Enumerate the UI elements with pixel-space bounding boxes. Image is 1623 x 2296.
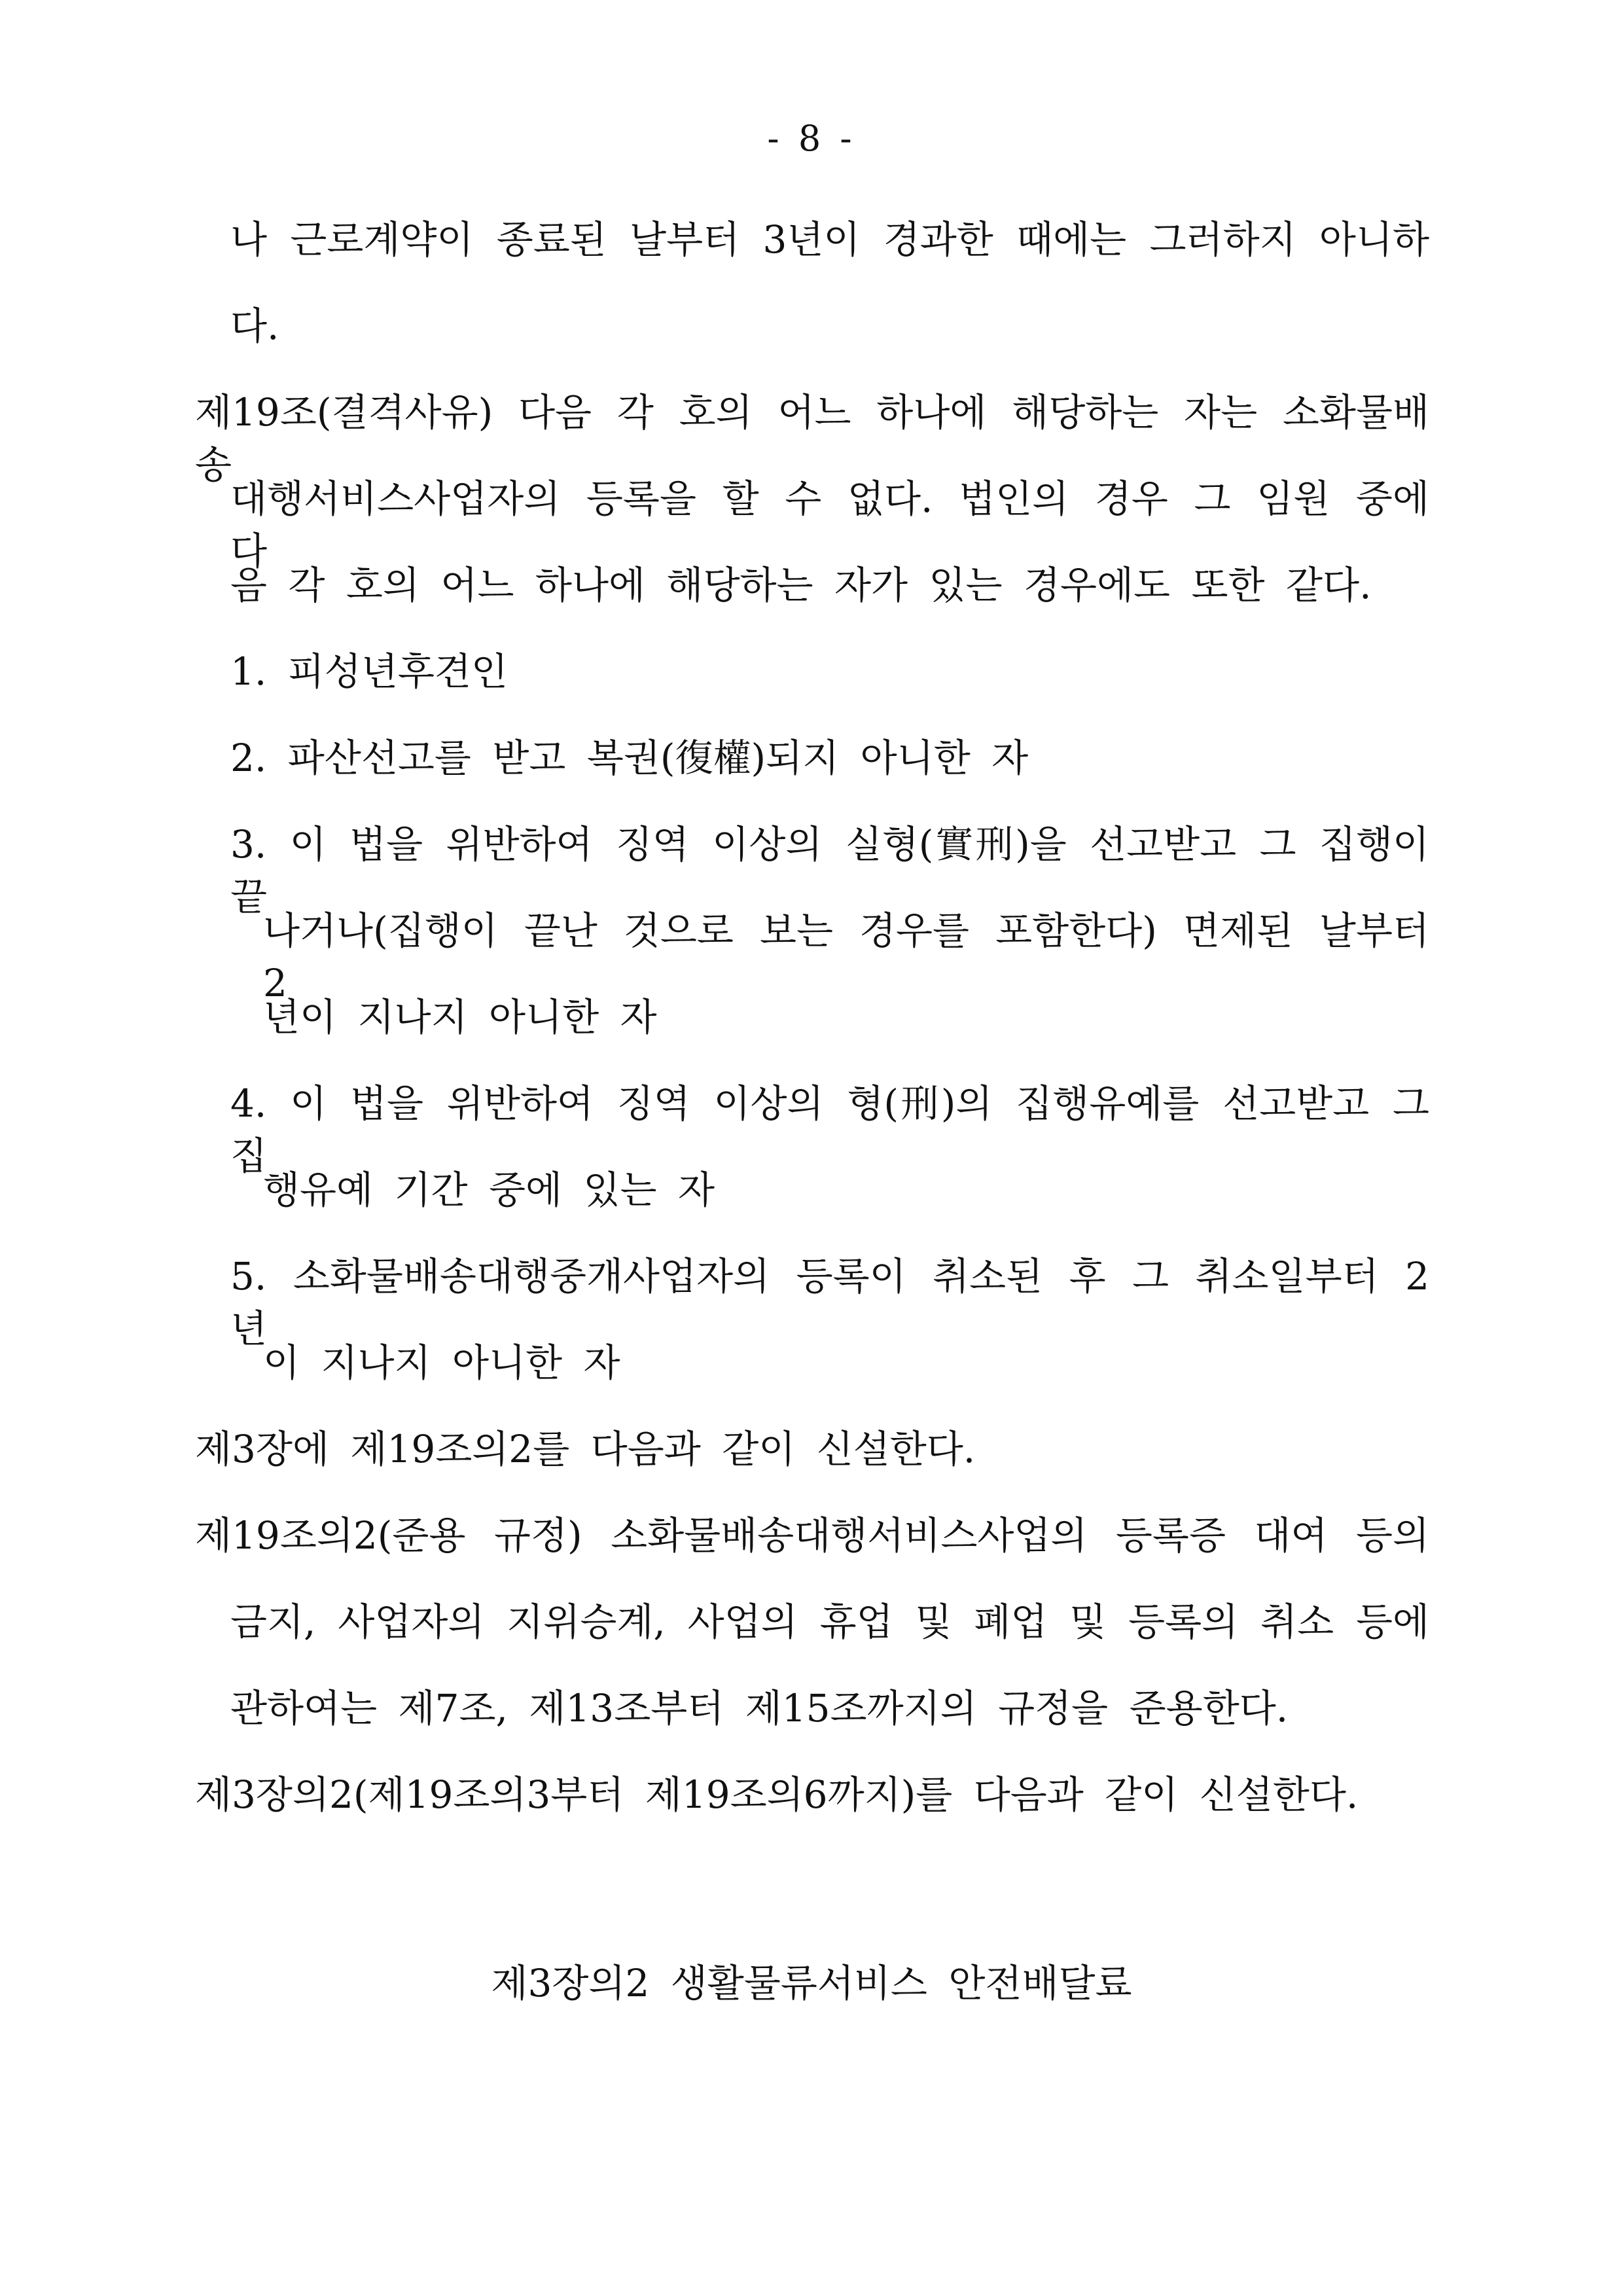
amendment-chapter-3-2: 제3장의2(제19조의3부터 제19조의6까지)를 다음과 같이 신설한다.	[195, 1772, 1359, 1817]
amendment-chapter-3: 제3장에 제19조의2를 다음과 같이 신설한다.	[195, 1427, 976, 1471]
list-item-2: 2. 파산선고를 받고 복권(復權)되지 아니한 자	[230, 736, 1029, 780]
list-item-3-line-1: 3. 이 법을 위반하여 징역 이상의 실형(實刑)을 선고받고 그 집행이 끝	[230, 822, 1429, 919]
list-item-5-line-2: 이 지나지 아니한 자	[263, 1340, 620, 1385]
list-item-3-line-2: 나거나(집행이 끝난 것으로 보는 경우를 포함한다) 면제된 날부터 2	[263, 908, 1429, 1005]
article-19-text-line-2: 대행서비스사업자의 등록을 할 수 없다. 법인의 경우 그 임원 중에 다	[230, 476, 1429, 573]
article-19-2-heading: 제19조의2(준용 규정) 소화물배송대행서비스사업의 등록증 대여 등의	[195, 1513, 1429, 1558]
list-item-3-line-3: 년이 지나지 아니한 자	[263, 995, 657, 1039]
article-19-2-text-line-3: 관하여는 제7조, 제13조부터 제15조까지의 규정을 준용한다.	[230, 1686, 1289, 1731]
text-line-1: 나 근로계약이 종료된 날부터 3년이 경과한 때에는 그러하지 아니하	[230, 217, 1429, 262]
article-19-heading: 제19조(결격사유) 다음 각 호의 어느 하나에 해당하는 자는 소화물배송	[195, 390, 1429, 487]
list-item-4-line-1: 4. 이 법을 위반하여 징역 이상의 형(刑)의 집행유예를 선고받고 그 집	[230, 1081, 1429, 1178]
list-item-5-line-1: 5. 소화물배송대행중개사업자의 등록이 취소된 후 그 취소일부터 2년	[230, 1254, 1429, 1351]
list-item-1: 1. 피성년후견인	[230, 649, 508, 694]
page-number: - 8 -	[767, 118, 856, 159]
text-line-2: 다.	[230, 304, 279, 348]
article-19-text-line-3: 음 각 호의 어느 하나에 해당하는 자가 있는 경우에도 또한 같다.	[230, 563, 1372, 607]
list-item-4-line-2: 행유예 기간 중에 있는 자	[263, 1168, 715, 1212]
chapter-title: 제3장의2 생활물류서비스 안전배달료	[491, 1961, 1132, 2005]
article-19-2-text-line-2: 금지, 사업자의 지위승계, 사업의 휴업 및 폐업 및 등록의 취소 등에	[230, 1600, 1429, 1644]
